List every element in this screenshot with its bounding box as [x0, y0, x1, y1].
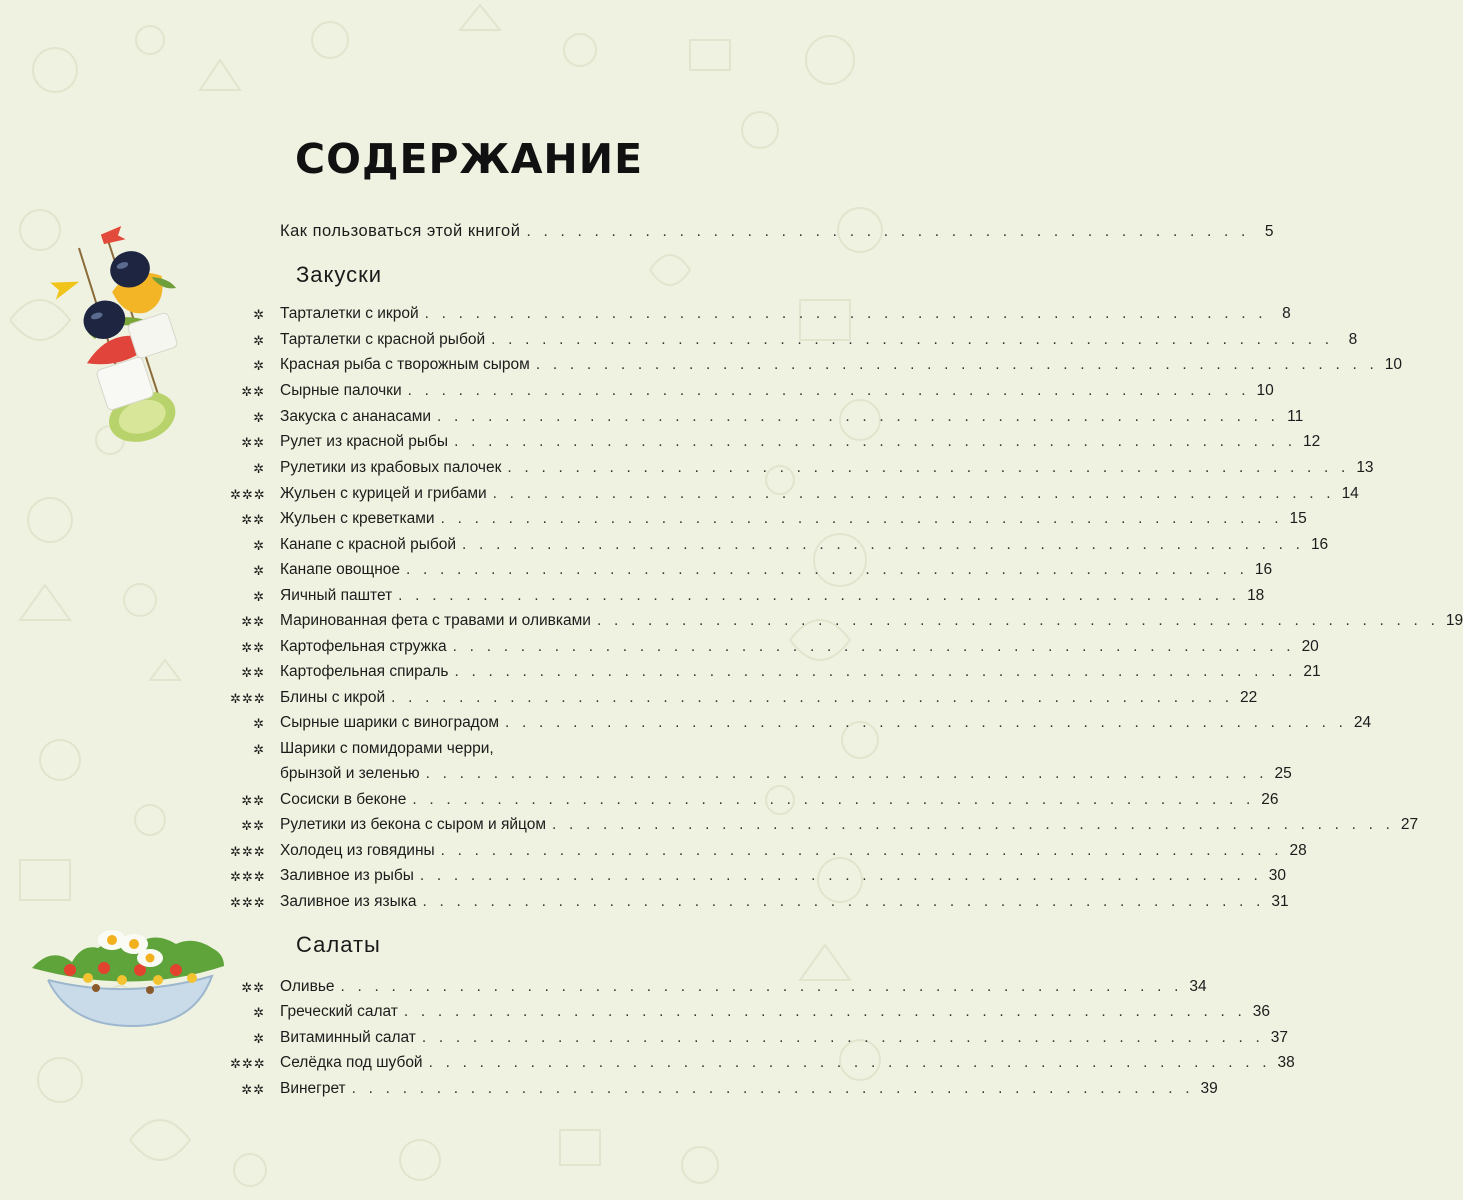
toc-entry[interactable]	[230, 835, 1307, 860]
toc-entry[interactable]	[230, 1022, 1289, 1047]
page-number: 19	[1445, 612, 1463, 629]
difficulty-stars: ✲	[253, 358, 265, 373]
dot-leader: . . . . . . . . . . . . . . . . . . . . . . . . . . . . . . . . . . . . . . . . . . . . . . . . . .	[425, 765, 1268, 782]
entry-title: Тарталетки с икрой	[280, 305, 419, 322]
page-number: 34	[1189, 978, 1207, 995]
entry-title: Рулет из красной рыбы	[280, 433, 449, 450]
toc-entry[interactable]	[230, 349, 1402, 374]
toc-entry[interactable]	[230, 580, 1265, 605]
dot-leader: . . . . . . . . . . . . . . . . . . . . . . . . . . . . . . . . . . . . . . . . . . . . . . . . . .	[403, 1003, 1247, 1020]
entry-title: Как пользоваться этой книгой	[280, 222, 521, 240]
entry-title: Канапе с красной рыбой	[280, 536, 457, 553]
difficulty-stars: ✲✲	[241, 614, 265, 629]
toc-entry[interactable]	[230, 298, 1291, 323]
dot-leader: . . . . . . . . . . . . . . . . . . . . . . . . . . . . . . . . . . . . . . . . . . . . . . . . . .	[407, 382, 1250, 399]
page-number: 10	[1256, 382, 1274, 399]
difficulty-stars: ✲✲	[241, 980, 265, 995]
page-number: 14	[1341, 485, 1359, 502]
page-number: 8	[1348, 331, 1358, 348]
dot-leader: . . . . . . . . . . . . . . . . . . . . . . . . . . . . . . . . . . . . . . . . . . . . . . . . . .	[340, 978, 1183, 995]
toc-entry[interactable]	[230, 971, 1207, 996]
difficulty-stars: ✲✲✲	[230, 1056, 266, 1071]
page-number: 13	[1356, 459, 1374, 476]
dot-leader: . . . . . . . . . . . . . . . . . . . . . . . . . . . . . . . . . . . . . . . . . . . . . . . . . .	[596, 612, 1440, 629]
page-number: 31	[1271, 893, 1289, 910]
page-number: 12	[1302, 433, 1321, 450]
page-number: 11	[1287, 408, 1304, 425]
dot-leader: . . . . . . . . . . . . . . . . . . . . . . . . . . . . . . . . . . . . . . . . . . . . . . . . . .	[505, 714, 1348, 731]
dot-leader: . . . . . . . . . . . . . . . . . . . . . . . . . . . . . . . . . . . . . . . . . . . . . . . . . .	[462, 536, 1305, 553]
entry-title: Селёдка под шубой	[280, 1054, 423, 1071]
difficulty-stars: ✲✲	[241, 793, 265, 808]
entry-title: Сырные шарики с виноградом	[280, 714, 500, 731]
toc-entry[interactable]	[230, 1073, 1218, 1098]
page-number: 16	[1310, 536, 1329, 553]
entry-title: Блины с икрой	[280, 689, 386, 706]
dot-leader: . . . . . . . . . . . . . . . . . . . . . . . . . . . . . . . . . . . . . . . . . . . . . . . . . .	[507, 459, 1350, 476]
toc-entry[interactable]	[230, 1047, 1295, 1072]
entry-title: Картофельная стружка	[280, 638, 447, 655]
page-number: 21	[1303, 663, 1321, 680]
difficulty-stars: ✲✲✲	[230, 691, 266, 706]
dot-leader: . . . . . . . . . . . . . . . . . . . . . . . . . . . . . . . . . . . . . . . . . . . . . . . . . .	[552, 816, 1395, 833]
entry-title: Рулетики из бекона с сыром и яйцом	[280, 816, 547, 833]
dot-leader: . . . . . . . . . . . . . . . . . . . . . . . . . . . . . . . . . . . . . . . . . . . . . . . . . .	[391, 689, 1234, 706]
difficulty-stars: ✲	[253, 742, 265, 757]
dot-leader: . . . . . . . . . . . . . . . . . . . . . . . . . . . . . . . . . . . . . . . . . . . . . . . . . .	[398, 587, 1241, 604]
entry-title: Холодец из говядины	[280, 842, 435, 859]
toc-entry-continuation[interactable]	[230, 758, 1292, 783]
difficulty-stars: ✲	[253, 589, 265, 604]
page-number: 15	[1289, 510, 1307, 527]
page-number: 38	[1277, 1054, 1295, 1071]
dot-leader: . . . . . . . . . . . . . . . . . . . . . . . . . . . . . . . . . . . . . . . . . . . . . . . . . .	[454, 433, 1297, 450]
page-number: 30	[1268, 867, 1287, 884]
entry-title: Витаминный салат	[280, 1029, 416, 1046]
page-title: СОДЕРЖАНИЕ	[295, 135, 644, 184]
difficulty-stars: ✲✲	[241, 640, 265, 655]
entry-title: Оливье	[280, 978, 335, 995]
difficulty-stars: ✲✲✲	[230, 844, 266, 859]
section-heading-salaty: Салаты	[296, 932, 381, 957]
page-number: 20	[1301, 638, 1319, 655]
toc-entry[interactable]	[230, 605, 1463, 630]
dot-leader: . . . . . . . . . . . . . . . . . . . . . . . . . . . . . . . . . . . . . . . . . . . . . . . . . .	[491, 331, 1334, 348]
page-number: 22	[1240, 689, 1258, 706]
entry-title: Картофельная спираль	[280, 663, 449, 680]
difficulty-stars: ✲✲	[241, 665, 265, 680]
toc-entry[interactable]	[230, 682, 1258, 707]
toc-entry[interactable]	[230, 860, 1287, 885]
page-number: 39	[1200, 1080, 1218, 1097]
dot-leader: . . . . . . . . . . . . . . . . . . . . . . . . . . . . . . . . . . . . . . . . . . . . . . . . . .	[437, 408, 1280, 425]
difficulty-stars: ✲	[253, 410, 265, 425]
toc-entry[interactable]	[230, 631, 1319, 656]
page-number: 28	[1289, 842, 1307, 859]
dot-leader: . . . . . . . . . . . . . . . . . . . . . . . . . . . . . . . . . . . . . . . . . . . . . . . . . .	[406, 561, 1249, 578]
dot-leader: . . . . . . . . . . . . . . . . . . . . . . . . . . . . . . . . . . . . . . . . . . . . . . . . . .	[440, 842, 1283, 859]
toc-entry[interactable]	[230, 809, 1419, 834]
entry-title: Сырные палочки	[280, 382, 402, 399]
toc-entry[interactable]	[230, 784, 1279, 809]
toc-entry[interactable]	[230, 707, 1372, 732]
difficulty-stars: ✲	[253, 563, 265, 578]
entry-title: Шарики с помидорами черри,	[280, 740, 494, 757]
section-heading-zakuski: Закуски	[296, 262, 383, 287]
entry-title: Рулетики из крабовых палочек	[280, 459, 502, 476]
difficulty-stars: ✲✲✲	[230, 869, 266, 884]
difficulty-stars: ✲	[253, 716, 265, 731]
entry-title: Винегрет	[280, 1080, 346, 1097]
toc-entry[interactable]	[230, 733, 745, 758]
page-number: 5	[1264, 223, 1274, 240]
entry-title: Тарталетки с красной рыбой	[280, 331, 486, 348]
difficulty-stars: ✲✲	[241, 818, 265, 833]
toc-entry-intro[interactable]	[230, 216, 1274, 241]
dot-leader: . . . . . . . . . . . . . . . . . . . . . . . . . . . . . . . . . . . . . . . . . . . . . . . . . .	[419, 867, 1263, 884]
page-number: 8	[1282, 305, 1291, 322]
page-number: 26	[1261, 791, 1279, 808]
difficulty-stars: ✲	[253, 1005, 265, 1020]
entry-title: Канапе овощное	[280, 561, 401, 578]
dot-leader: . . . . . . . . . . . . . . . . . . . . . . . . . . . . . . . . . . . . . . . . . . . . . . . . . .	[424, 305, 1267, 322]
difficulty-stars: ✲✲	[241, 512, 265, 527]
toc-entry[interactable]	[230, 324, 1358, 349]
entry-title: Заливное из языка	[280, 893, 417, 910]
difficulty-stars: ✲✲	[241, 1082, 265, 1097]
difficulty-stars: ✲✲	[241, 384, 265, 399]
dot-leader: . . . . . . . . . . . . . . . . . . . . . . . . . . . . . . . . . . . . . . . . . . . . . . . . . .	[412, 791, 1255, 808]
page-number: 24	[1353, 714, 1372, 731]
dot-leader: . . . . . . . . . . . . . . . . . . . . . . . . . . . . . . . . . . . . . . . . . . . . . . . . . .	[422, 893, 1265, 910]
entry-title: Яичный паштет	[280, 587, 393, 604]
dot-leader: . . . . . . . . . . . . . . . . . . . . . . . . . . . . . . . . . . . . . . . . . . . . . . . . . .	[421, 1029, 1265, 1046]
entry-title: Маринованная фета с травами и оливками	[280, 612, 591, 629]
dot-leader: . . . . . . . . . . . . . . . . . . . . . . . . . . . . . . . . . . . . . . . . . . . . . . . . . .	[535, 356, 1378, 373]
difficulty-stars: ✲	[253, 461, 265, 476]
difficulty-stars: ✲	[253, 333, 265, 348]
toc-entry[interactable]	[230, 996, 1271, 1021]
difficulty-stars: ✲	[253, 307, 265, 322]
toc-entry[interactable]	[230, 656, 1321, 681]
dot-leader: . . . . . . . . . . . . . . . . . . . . . . . . . . . . . . . . . . . . . . . . . . . . . . . . . .	[440, 510, 1283, 527]
entry-title: брынзой и зеленью	[280, 765, 420, 782]
dot-leader: . . . . . . . . . . . . . . . . . . . . . . . . . . . . . . . . . . . . . . . . . . . . . . . . . .	[351, 1080, 1194, 1097]
toc-entry[interactable]	[230, 426, 1321, 451]
dot-leader: . . . . . . . . . . . . . . . . . . . . . . . . . . . . . . . . . . . . . . . . . . . . . . . . . .	[428, 1054, 1271, 1071]
toc-entry[interactable]	[230, 554, 1273, 579]
toc-entry[interactable]	[230, 452, 1374, 477]
page-number: 37	[1270, 1029, 1289, 1046]
page-number: 16	[1254, 561, 1273, 578]
difficulty-stars: ✲	[253, 1031, 265, 1046]
entry-title: Красная рыба с творожным сыром	[280, 356, 530, 373]
entry-title: Жульен с курицей и грибами	[280, 485, 487, 502]
toc-entry[interactable]	[230, 886, 1289, 911]
page-number: 36	[1252, 1003, 1271, 1020]
page-number: 25	[1274, 765, 1292, 782]
dot-leader: . . . . . . . . . . . . . . . . . . . . . . . . . . . . . . . . . . . . . . . . . . . . . . . . . .	[452, 638, 1295, 655]
toc-entry[interactable]	[230, 478, 1359, 503]
toc-entry[interactable]	[230, 529, 1329, 554]
dot-leader: . . . . . . . . . . . . . . . . . . . . . . . . . . . . . . . . . . . . . . . . . . . . . . . . . .	[454, 663, 1297, 680]
entry-title: Сосиски в беконе	[280, 791, 407, 808]
dot-leader: . . . . . . . . . . . . . . . . . . . . . . . . . . . . . . . . . . . . . . . . . . .	[526, 223, 1250, 240]
entry-title: Заливное из рыбы	[280, 867, 414, 884]
page-number: 18	[1247, 587, 1265, 604]
page-number: 27	[1400, 816, 1419, 833]
toc-entry[interactable]	[230, 401, 1304, 426]
entry-title: Греческий салат	[280, 1003, 398, 1020]
entry-title: Закуска с ананасами	[280, 408, 432, 425]
difficulty-stars: ✲✲✲	[230, 487, 266, 502]
entry-title: Жульен с креветками	[280, 510, 435, 527]
toc-entry[interactable]	[230, 375, 1274, 400]
toc-entry[interactable]	[230, 503, 1307, 528]
difficulty-stars: ✲✲✲	[230, 895, 266, 910]
difficulty-stars: ✲	[253, 538, 265, 553]
difficulty-stars: ✲✲	[241, 435, 265, 450]
dot-leader: . . . . . . . . . . . . . . . . . . . . . . . . . . . . . . . . . . . . . . . . . . . . . . . . . .	[492, 485, 1335, 502]
page-number: 10	[1384, 356, 1402, 373]
